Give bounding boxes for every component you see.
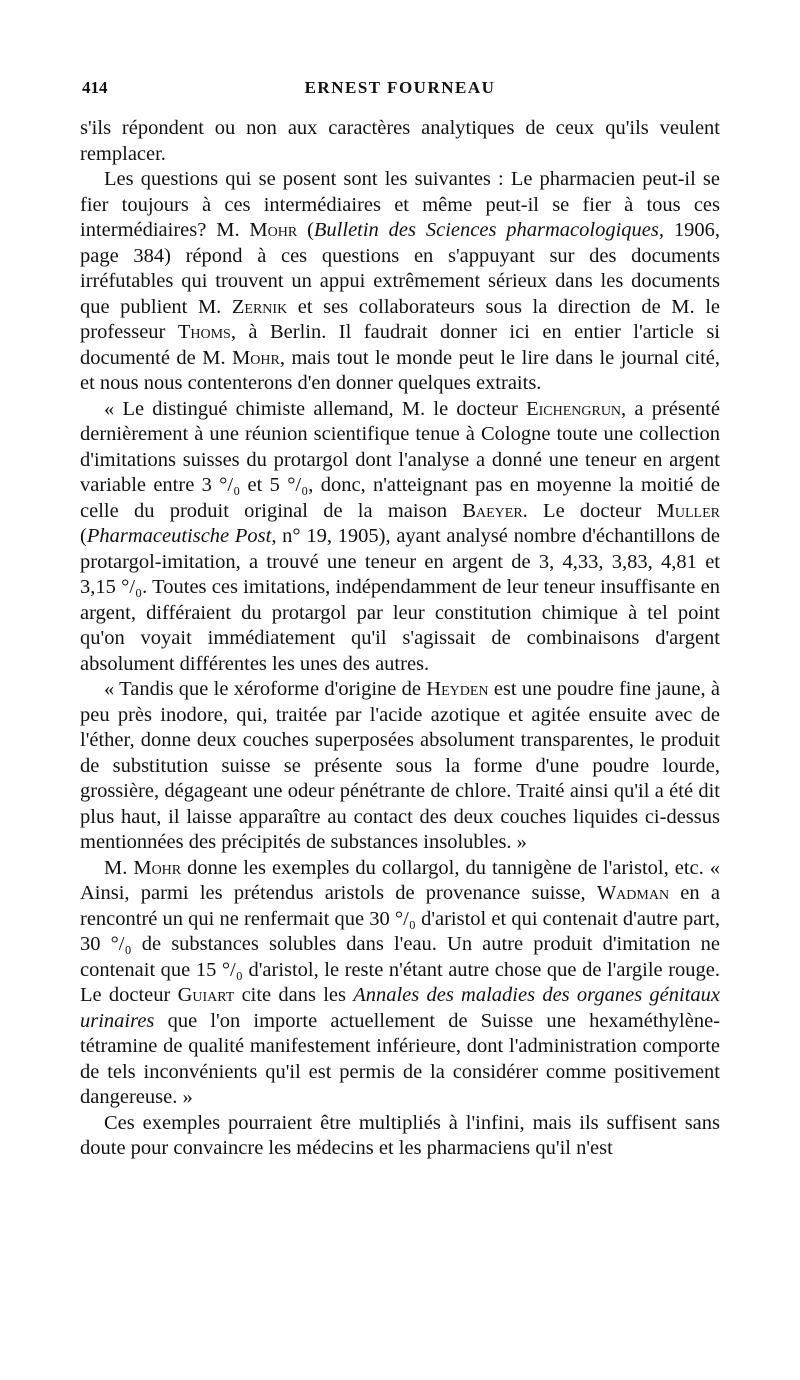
paragraph — [80, 677, 720, 856]
paragraph — [80, 856, 720, 1111]
person-name: Heyden — [426, 678, 489, 700]
text-run: « Tandis que le xéroforme d'origine de — [104, 678, 427, 700]
person-name: Thoms — [177, 321, 231, 343]
paragraph — [80, 167, 720, 397]
text-run: , à Berlin. Il faudrait donner ici en entier l'article si documenté de M. — [80, 321, 720, 369]
text-run: , mais tout le monde peut le lire dans le journal cité, et nous nous contenterons d'en donner quelques extraits. — [80, 346, 720, 394]
running-title: ERNEST FOURNEAU — [304, 78, 496, 97]
text-run: Ces exemples pourraient être multipliés à l'infini, mais ils suffisent sans doute pour convaincre les médecins et les pharmaciens qu'il n'est — [80, 1111, 720, 1159]
text-run: , a présenté dernièrement à une réunion scientifique tenue à Cologne toute une collection d'imitations suisses du protargol dont l'analyse a donné une teneur en argent variable entre 3 °/₀ et 5 °/₀, donc, n'atteignant pas en moyenne la moitié de celle du produit original de la maison — [80, 397, 720, 522]
text-run: ( — [297, 219, 314, 241]
paragraph — [80, 1111, 720, 1162]
person-name: Mohr — [232, 346, 280, 369]
text-run: Les questions qui se posent sont les suivantes : Le pharmacien peut-il se fier toujours à ces intermédiaires et même peut-il se fier à tous ces intermédiaires? M. — [80, 168, 720, 241]
italic-title: Annales des maladies des organes génitaux urinaires — [80, 984, 721, 1032]
person-name: Baeyer — [462, 499, 523, 522]
text-run: , 1906, page 384) répond à ces questions en s'appuyant sur des documents irréfutables qui trouvent un appui extrêmement sérieux dans les documents que publient M. — [80, 219, 720, 318]
text-run: , n° 19, 1905), ayant analysé nombre d'échantillons de protargol-imitation, a trouvé une teneur en argent de 3, 4,33, 3,83, 4,81 et 3,15 °/₀. Toutes ces imitations, indépendamment de leur teneur insuffisante en argent, différaient du protargol par leur constitution chimique à tel point qu'on voyait immédiatement qu'il s'agissait de combinaisons d'argent absolument différentes les unes des autres. — [80, 525, 721, 675]
person-name: Mohr — [249, 219, 298, 241]
body-text — [80, 116, 720, 1162]
text-run: que l'on importe actuellement de Suisse une hexaméthylène-tétramine de qualité manifestement inférieure, dont l'administration comporte de tels inconvénients qu'il est permis de la considérer comme positivement dangereuse. » — [80, 1009, 720, 1108]
page-header — [80, 78, 720, 104]
text-run: en a rencontré un qui ne renfermait que 30 °/₀ d'aristol et qui contenait d'autre part, 30 °/₀ de substances solubles dans l'eau. Un autre produit d'imitation ne contenait que 15 °/₀ d'aristol, le reste n'étant autre chose que de l'argile rouge. Le docteur — [80, 882, 720, 1006]
italic-title: Pharmaceutische Post — [86, 525, 272, 547]
text-run: s'ils répondent ou non aux caractères analytiques de ceux qu'ils veulent remplacer. — [80, 117, 720, 165]
text-run: . Le docteur — [522, 499, 657, 522]
paragraph — [80, 397, 720, 678]
person-name: Muller — [656, 499, 721, 522]
text-run: est une poudre fine jaune, à peu près inodore, qui, traitée par l'acide azotique et agitée ensuite avec de l'éther, donne deux couches superposées absolument transparentes, le produit de substitution suisse se présente sous la forme d'une poudre lourde, grossière, dégageant une odeur pénétrante de chlore. Traité ainsi qu'il a été dit plus haut, il laisse apparaître au contact des deux couches liquides ci-dessus mentionnées des précipités de substances insolubles. » — [80, 678, 720, 853]
italic-title: Bulletin des Sciences pharmacologiques — [313, 219, 659, 241]
person-name: Guiart — [177, 984, 235, 1006]
text-run: ( — [80, 525, 87, 547]
person-name: Zernik — [231, 295, 288, 318]
text-run: donne les exemples du collargol, du tannigène de l'aristol, etc. « Ainsi, parmi les prétendus aristols de provenance suisse, — [80, 856, 720, 904]
person-name: Wadman — [596, 882, 670, 904]
text-run: « Le distingué chimiste allemand, M. le docteur — [104, 397, 527, 420]
text-run: M. — [104, 856, 134, 879]
person-name: Eichengrun — [526, 397, 622, 420]
page-number: 414 — [82, 78, 108, 97]
paragraph — [80, 116, 720, 167]
text-run: et ses collaborateurs sous la direction de M. le professeur — [80, 295, 720, 343]
person-name: Mohr — [133, 856, 182, 879]
text-run: cite dans les — [234, 984, 354, 1006]
